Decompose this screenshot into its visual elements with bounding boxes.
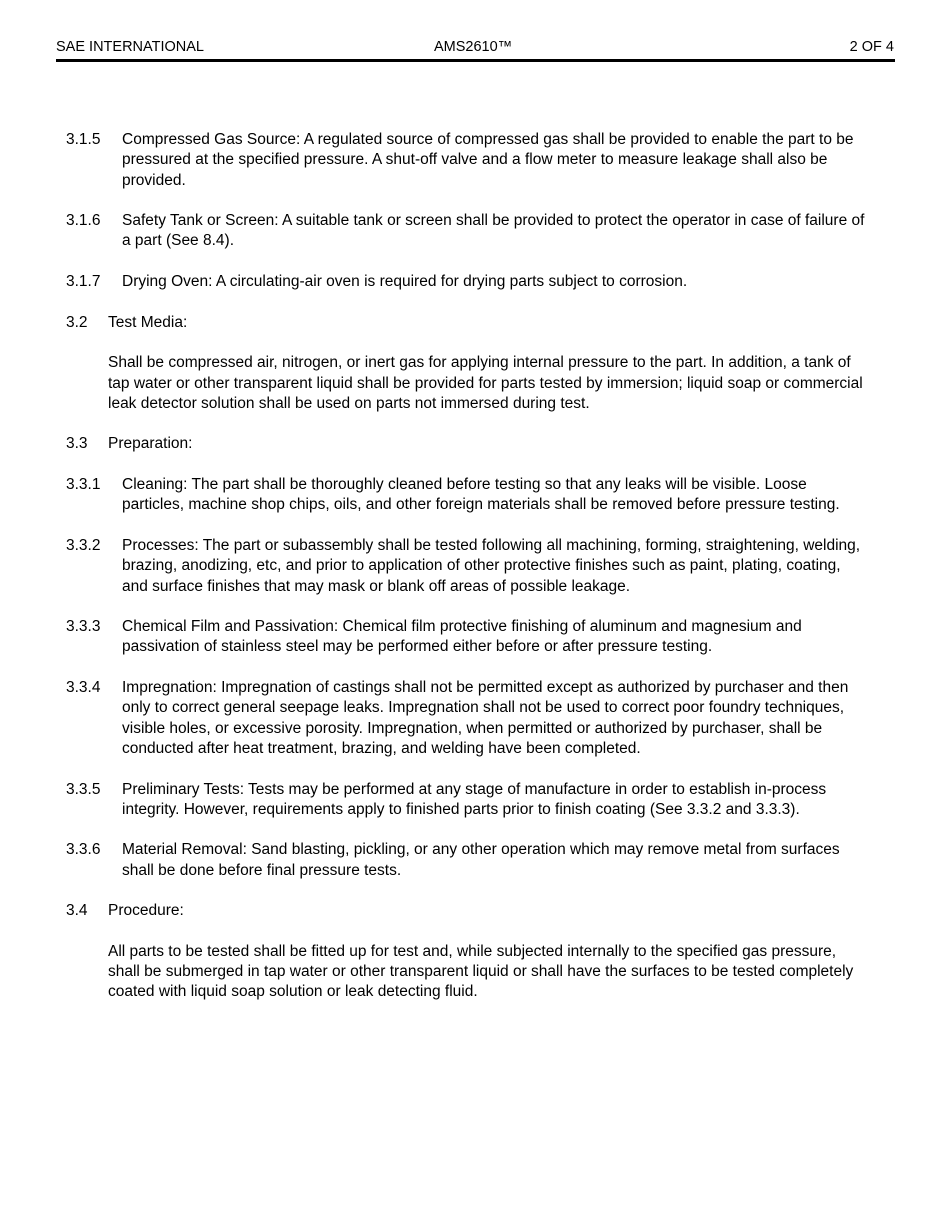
- section-3-3-heading: [66, 434, 866, 454]
- section-number: 3.3.4: [66, 679, 101, 697]
- section-heading: Test Media:: [108, 313, 188, 331]
- header-divider: [56, 59, 895, 62]
- section-3-3-1: [66, 475, 866, 516]
- section-number: 3.2: [66, 313, 88, 331]
- section-heading: Procedure:: [108, 902, 184, 920]
- section-text: Safety Tank or Screen: A suitable tank or screen shall be provided to protect the operator in case of failure of a part (See 8.4).: [122, 212, 865, 250]
- section-3-4-body: All parts to be tested shall be fitted up for test and, while subjected internally to the specified gas pressure, shall be submerged in tap water or other transparent liquid or shall have the surfaces to be tested completely coated with liquid soap solution or leak detecting fluid.: [108, 942, 854, 1001]
- section-number: 3.3.2: [66, 536, 101, 554]
- header-organization: SAE INTERNATIONAL: [56, 39, 204, 55]
- section-number: 3.3: [66, 435, 88, 453]
- section-3-3-2: [66, 536, 866, 597]
- section-number: 3.1.6: [66, 212, 101, 230]
- section-3-3-3: [66, 617, 866, 658]
- section-number: 3.3.5: [66, 780, 101, 798]
- section-number: 3.3.6: [66, 841, 101, 859]
- section-number: 3.1.5: [66, 131, 101, 148]
- page-header: [56, 38, 894, 56]
- section-3-2-body: Shall be compressed air, nitrogen, or inert gas for applying internal pressure to the part. In addition, a tank of tap water or other transparent liquid shall be provided for parts tested by immersion; liquid soap or commercial leak detector solution shall be used on parts not immersed during test.: [108, 354, 863, 412]
- section-number: 3.3.1: [66, 476, 101, 494]
- section-3-1-7: [66, 272, 866, 292]
- section-3-1-5: [66, 130, 866, 191]
- section-3-3-5: [66, 780, 866, 821]
- section-text: Compressed Gas Source: A regulated source of compressed gas shall be provided to enable the part to be pressured at the specified pressure. A shut-off valve and a flow meter to measure leakage shall also be provided.: [122, 131, 854, 189]
- header-page-number: 2 OF 4: [849, 39, 894, 55]
- header-document-number: AMS2610™: [434, 39, 513, 55]
- section-3-4-heading: [66, 901, 866, 921]
- section-text: Impregnation: Impregnation of castings shall not be permitted except as authorized by purchaser and then only to correct general seepage leaks. Impregnation shall not be used to correct poor foundry techniques, visible holes, or excessive porosity. Impregnation, when permitted or authorized by purchaser, shall be conducted after heat treatment, brazing, and welding have been completed.: [122, 679, 849, 757]
- document-body: [66, 130, 866, 1023]
- section-text: Material Removal: Sand blasting, pickling, or any other operation which may remove metal from surfaces shall be done before final pressure tests.: [122, 841, 840, 879]
- section-number: 3.1.7: [66, 273, 101, 291]
- section-3-2-heading: [66, 313, 866, 333]
- section-3-3-4: [66, 678, 866, 759]
- section-text: Drying Oven: A circulating-air oven is required for drying parts subject to corrosion.: [122, 273, 688, 291]
- section-text: Preliminary Tests: Tests may be performed at any stage of manufacture in order to establish in-process integrity. However, requirements apply to finished parts prior to finish coating (See 3.3.2 and 3.3.3).: [122, 780, 827, 818]
- section-text: Chemical Film and Passivation: Chemical film protective finishing of aluminum and magnesium and passivation of stainless steel may be performed either before or after pressure testing.: [122, 618, 802, 656]
- section-text: Processes: The part or subassembly shall be tested following all machining, forming, straightening, welding, brazing, anodizing, etc, and prior to application of other protective finishes such as paint, plating, coating, and surface finishes that may mask or blank off areas of possible leakage.: [122, 536, 861, 595]
- section-3-1-6: [66, 211, 866, 252]
- section-heading: Preparation:: [108, 435, 193, 453]
- section-number: 3.3.3: [66, 618, 101, 636]
- section-number: 3.4: [66, 902, 88, 920]
- section-text: Cleaning: The part shall be thoroughly cleaned before testing so that any leaks will be visible. Loose particles, machine shop chips, oils, and other foreign materials shall be removed before pressure testing.: [122, 476, 840, 514]
- section-3-3-6: [66, 840, 866, 881]
